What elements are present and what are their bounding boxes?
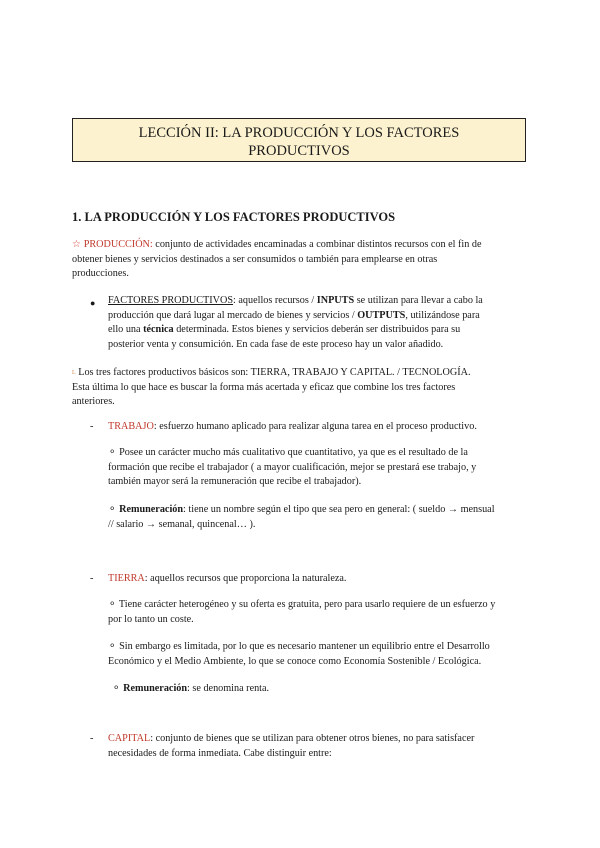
produccion-paragraph	[72, 238, 532, 282]
trabajo-dash: -	[90, 421, 94, 432]
tierra-point2	[108, 640, 540, 669]
bullet-icon: ●	[90, 298, 96, 308]
trabajo-p1-line3: también mayor será la remuneración que recibe el trabajador).	[108, 476, 362, 487]
trabajo-p2-line1: : tiene un nombre según el tipo que sea pero en general: ( sueldo → mensual	[183, 504, 495, 515]
corner-mark-icon: L	[72, 370, 76, 376]
capital-def-line2: necesidades de forma inmediata. Cabe distinguir entre:	[108, 747, 332, 759]
factores-line4: posterior venta y consumición. En cada fase de este proceso hay un valor añadido.	[108, 338, 444, 350]
remuneracion-term: Remuneración	[119, 504, 184, 515]
trabajo-def	[108, 420, 533, 435]
basicos-paragraph	[72, 366, 542, 410]
tierra-p2-line1: ⚬ Sin embargo es limitada, por lo que es necesario mantener un equilibrio entre el Desarrollo	[108, 641, 490, 652]
trabajo-point1	[108, 446, 538, 490]
tierra-def	[108, 572, 533, 587]
basicos-line3: anteriores.	[72, 396, 115, 407]
capital-term: CAPITAL	[108, 733, 151, 744]
inputs-term: INPUTS	[316, 295, 355, 306]
basicos-line1: Los tres factores productivos básicos son: TIERRA, TRABAJO Y CAPITAL. / TECNOLOGÍA.	[75, 367, 471, 378]
trabajo-p1-line2: formación que recibe el trabajador ( a mayor cualificación, mejor se prestará ese trabajo, y	[108, 461, 477, 473]
circle-bullet-icon: ⚬	[108, 504, 120, 515]
tierra-def-text: : aquellos recursos que proporciona la naturaleza.	[144, 573, 347, 584]
tierra-p3-rest: : se denomina renta.	[187, 683, 270, 694]
factores-l1a: : aquellos recursos /	[233, 295, 317, 306]
tierra-p2-line2: Económico y el Medio Ambiente, lo que se conoce como Economía Sostenible / Ecológica.	[108, 655, 482, 667]
trabajo-term: TRABAJO	[108, 421, 154, 432]
tierra-p1-line1: ⚬ Tiene carácter heterogéneo y su oferta es gratuita, pero para usarlo requiere de un esfuerzo y	[108, 599, 496, 610]
star-icon: ☆	[72, 239, 82, 250]
remuneracion-term: Remuneración	[123, 683, 188, 694]
factores-l3b: determinada. Estos bienes y servicios deberán ser distribuidos para su	[173, 324, 461, 335]
trabajo-point2	[108, 503, 538, 532]
tierra-point3	[112, 682, 532, 697]
lesson-title-line1: LECCIÓN II: LA PRODUCCIÓN Y LOS FACTORES	[138, 125, 460, 141]
factores-l3a: ello una	[108, 324, 144, 335]
factores-l1b: se utilizan para llevar a cabo la	[354, 295, 483, 306]
lesson-title-line2: PRODUCTIVOS	[248, 143, 350, 159]
outputs-term: OUTPUTS	[357, 309, 406, 321]
factores-l2a: producción que dará lugar al mercado de bienes y servicios /	[108, 309, 358, 321]
tierra-p1-line2: por lo tanto un coste.	[108, 613, 194, 625]
trabajo-def-text: : esfuerzo humano aplicado para realizar alguna tarea en el proceso productivo.	[153, 421, 477, 432]
produccion-def-line2: obtener bienes y servicios destinados a ser consumidos o también para emplearse en otras	[72, 253, 438, 265]
circle-bullet-icon: ⚬	[112, 683, 124, 694]
basicos-line2: Esta última lo que hace es buscar la forma más acertada y eficaz que combine los tres factores	[72, 381, 456, 393]
factores-term: FACTORES PRODUCTIVOS	[108, 295, 234, 306]
tecnica-term: técnica	[143, 324, 174, 335]
tierra-dash: -	[90, 573, 94, 584]
tierra-point1	[108, 598, 540, 627]
capital-def	[108, 732, 538, 761]
produccion-def-line1: conjunto de actividades encaminadas a combinar distintos recursos con el fin de	[152, 239, 482, 250]
section-heading: 1. LA PRODUCCIÓN Y LOS FACTORES PRODUCTIVOS	[72, 210, 396, 224]
lesson-title-box	[72, 118, 526, 162]
tierra-term: TIERRA	[108, 573, 145, 584]
trabajo-p2-line2: // salario → semanal, quincenal… ).	[108, 518, 256, 530]
factores-paragraph	[108, 294, 533, 352]
produccion-def-line3: producciones.	[72, 268, 129, 279]
produccion-term: PRODUCCIÓN:	[83, 239, 153, 250]
capital-dash: -	[90, 733, 94, 744]
capital-def-line1: : conjunto de bienes que se utilizan para obtener otros bienes, no para satisfacer	[150, 733, 475, 744]
trabajo-p1-line1: ⚬ Posee un carácter mucho más cualitativo que cuantitativo, ya que es el resultado de la	[108, 447, 468, 458]
factores-l2b: , utilizándose para	[405, 309, 480, 321]
